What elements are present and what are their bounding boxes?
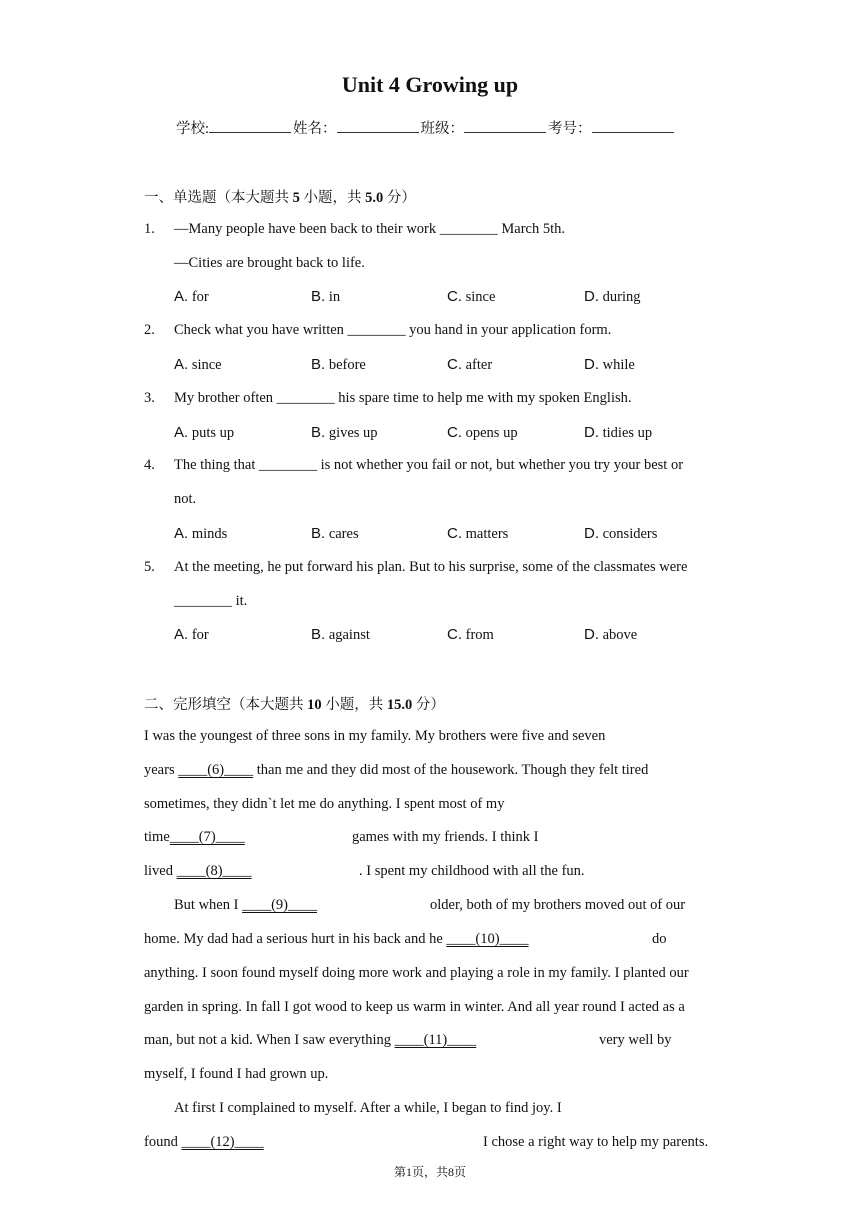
exam-no-blank[interactable] xyxy=(592,118,674,133)
blank-8[interactable]: ____(8)____ xyxy=(176,863,252,879)
question-number: 2. xyxy=(144,322,155,338)
student-info-line xyxy=(176,117,676,138)
option-b[interactable]: B. before xyxy=(311,356,366,373)
school-blank[interactable] xyxy=(209,118,291,133)
passage-line: myself, I found I had grown up. xyxy=(144,1066,329,1082)
option-a[interactable]: A. minds xyxy=(174,525,228,542)
passage-line: man, but not a kid. When I saw everything ____(11)____ xyxy=(144,1032,477,1048)
option-b[interactable]: B. cares xyxy=(311,525,359,542)
question-text: —Cities are brought back to life. xyxy=(174,255,365,271)
question-number: 3. xyxy=(144,390,155,406)
option-b[interactable]: B. in xyxy=(311,288,341,305)
passage-line: But when I ____(9)____ xyxy=(174,897,317,913)
option-d[interactable]: D. above xyxy=(584,626,638,643)
passage-line: I chose a right way to help my parents. xyxy=(483,1134,709,1150)
option-a[interactable]: A. for xyxy=(174,626,209,643)
passage-line: home. My dad had a serious hurt in his back and he ____(10)____ xyxy=(144,931,529,947)
blank-11[interactable]: ____(11)____ xyxy=(394,1032,477,1048)
name-label: 姓名： xyxy=(293,121,337,137)
blank-10[interactable]: ____(10)____ xyxy=(446,931,529,947)
blank-9[interactable]: ____(9)____ xyxy=(242,897,317,913)
option-c[interactable]: C. since xyxy=(447,288,496,305)
blank-12[interactable]: ____(12)____ xyxy=(181,1134,264,1150)
option-d[interactable]: D. during xyxy=(584,288,641,305)
question-text: At the meeting, he put forward his plan. But to his surprise, some of the classmates were xyxy=(174,559,688,575)
question-text: not. xyxy=(174,491,197,507)
passage-line: sometimes, they didn`t let me do anything. I spent most of my xyxy=(144,796,505,812)
class-blank[interactable] xyxy=(464,118,546,133)
question-text: My brother often ________ his spare time to help me with my spoken English. xyxy=(174,390,632,406)
passage-line: time____(7)____ xyxy=(144,829,245,845)
question-text: —Many people have been back to their work ________ March 5th. xyxy=(174,221,565,237)
passage-line: older, both of my brothers moved out of our xyxy=(430,897,686,913)
passage-line: lived ____(8)____ xyxy=(144,863,252,879)
option-a[interactable]: A. since xyxy=(174,356,222,373)
passage-line: . I spent my childhood with all the fun. xyxy=(359,863,585,879)
passage-line: garden in spring. In fall I got wood to keep us warm in winter. And all year round I acted as a xyxy=(144,999,685,1015)
option-b[interactable]: B. gives up xyxy=(311,424,378,441)
option-c[interactable]: C. from xyxy=(447,626,494,643)
passage-line: very well by xyxy=(599,1032,672,1048)
question-text: Check what you have written ________ you hand in your application form. xyxy=(174,322,612,338)
passage-line: years ____(6)____ than me and they did most of the housework. Though they felt tired xyxy=(144,762,649,778)
passage-line: games with my friends. I think I xyxy=(352,829,539,845)
question-number: 5. xyxy=(144,559,155,575)
question-text: ________ it. xyxy=(174,593,248,609)
option-c[interactable]: C. after xyxy=(447,356,493,373)
page-title: Unit 4 Growing up xyxy=(341,72,519,97)
option-d[interactable]: D. considers xyxy=(584,525,658,542)
option-d[interactable]: D. while xyxy=(584,356,635,373)
question-number: 4. xyxy=(144,457,155,473)
exam-no-label: 考号： xyxy=(548,121,592,137)
option-c[interactable]: C. matters xyxy=(447,525,509,542)
option-a[interactable]: A. puts up xyxy=(174,424,235,441)
class-label: 班级： xyxy=(420,121,465,137)
question-number: 1. xyxy=(144,221,155,237)
page-footer: 第1页，共8页 xyxy=(393,1165,466,1179)
school-label: 学校: xyxy=(176,121,210,137)
section-1-heading: 一、单选题（本大题共 5 小题，共 5.0 分） xyxy=(144,190,416,206)
option-b[interactable]: B. against xyxy=(311,626,370,643)
question-text: The thing that ________ is not whether you fail or not, but whether you try your best or xyxy=(174,457,684,473)
passage-line: do xyxy=(652,931,667,947)
passage-line: At first I complained to myself. After a while, I began to find joy. I xyxy=(174,1100,562,1116)
option-a[interactable]: A. for xyxy=(174,288,209,305)
option-d[interactable]: D. tidies up xyxy=(584,424,653,441)
name-blank[interactable] xyxy=(337,118,419,133)
passage-line: found ____(12)____ xyxy=(144,1134,264,1150)
passage-line: anything. I soon found myself doing more work and playing a role in my family. I planted our xyxy=(144,965,689,981)
passage-line: I was the youngest of three sons in my family. My brothers were five and seven xyxy=(144,728,606,744)
section-2-heading: 二、完形填空（本大题共 10 小题，共 15.0 分） xyxy=(144,697,445,713)
blank-7[interactable]: ____(7)____ xyxy=(169,829,245,845)
option-c[interactable]: C. opens up xyxy=(447,424,518,441)
blank-6[interactable]: ____(6)____ xyxy=(178,762,254,778)
